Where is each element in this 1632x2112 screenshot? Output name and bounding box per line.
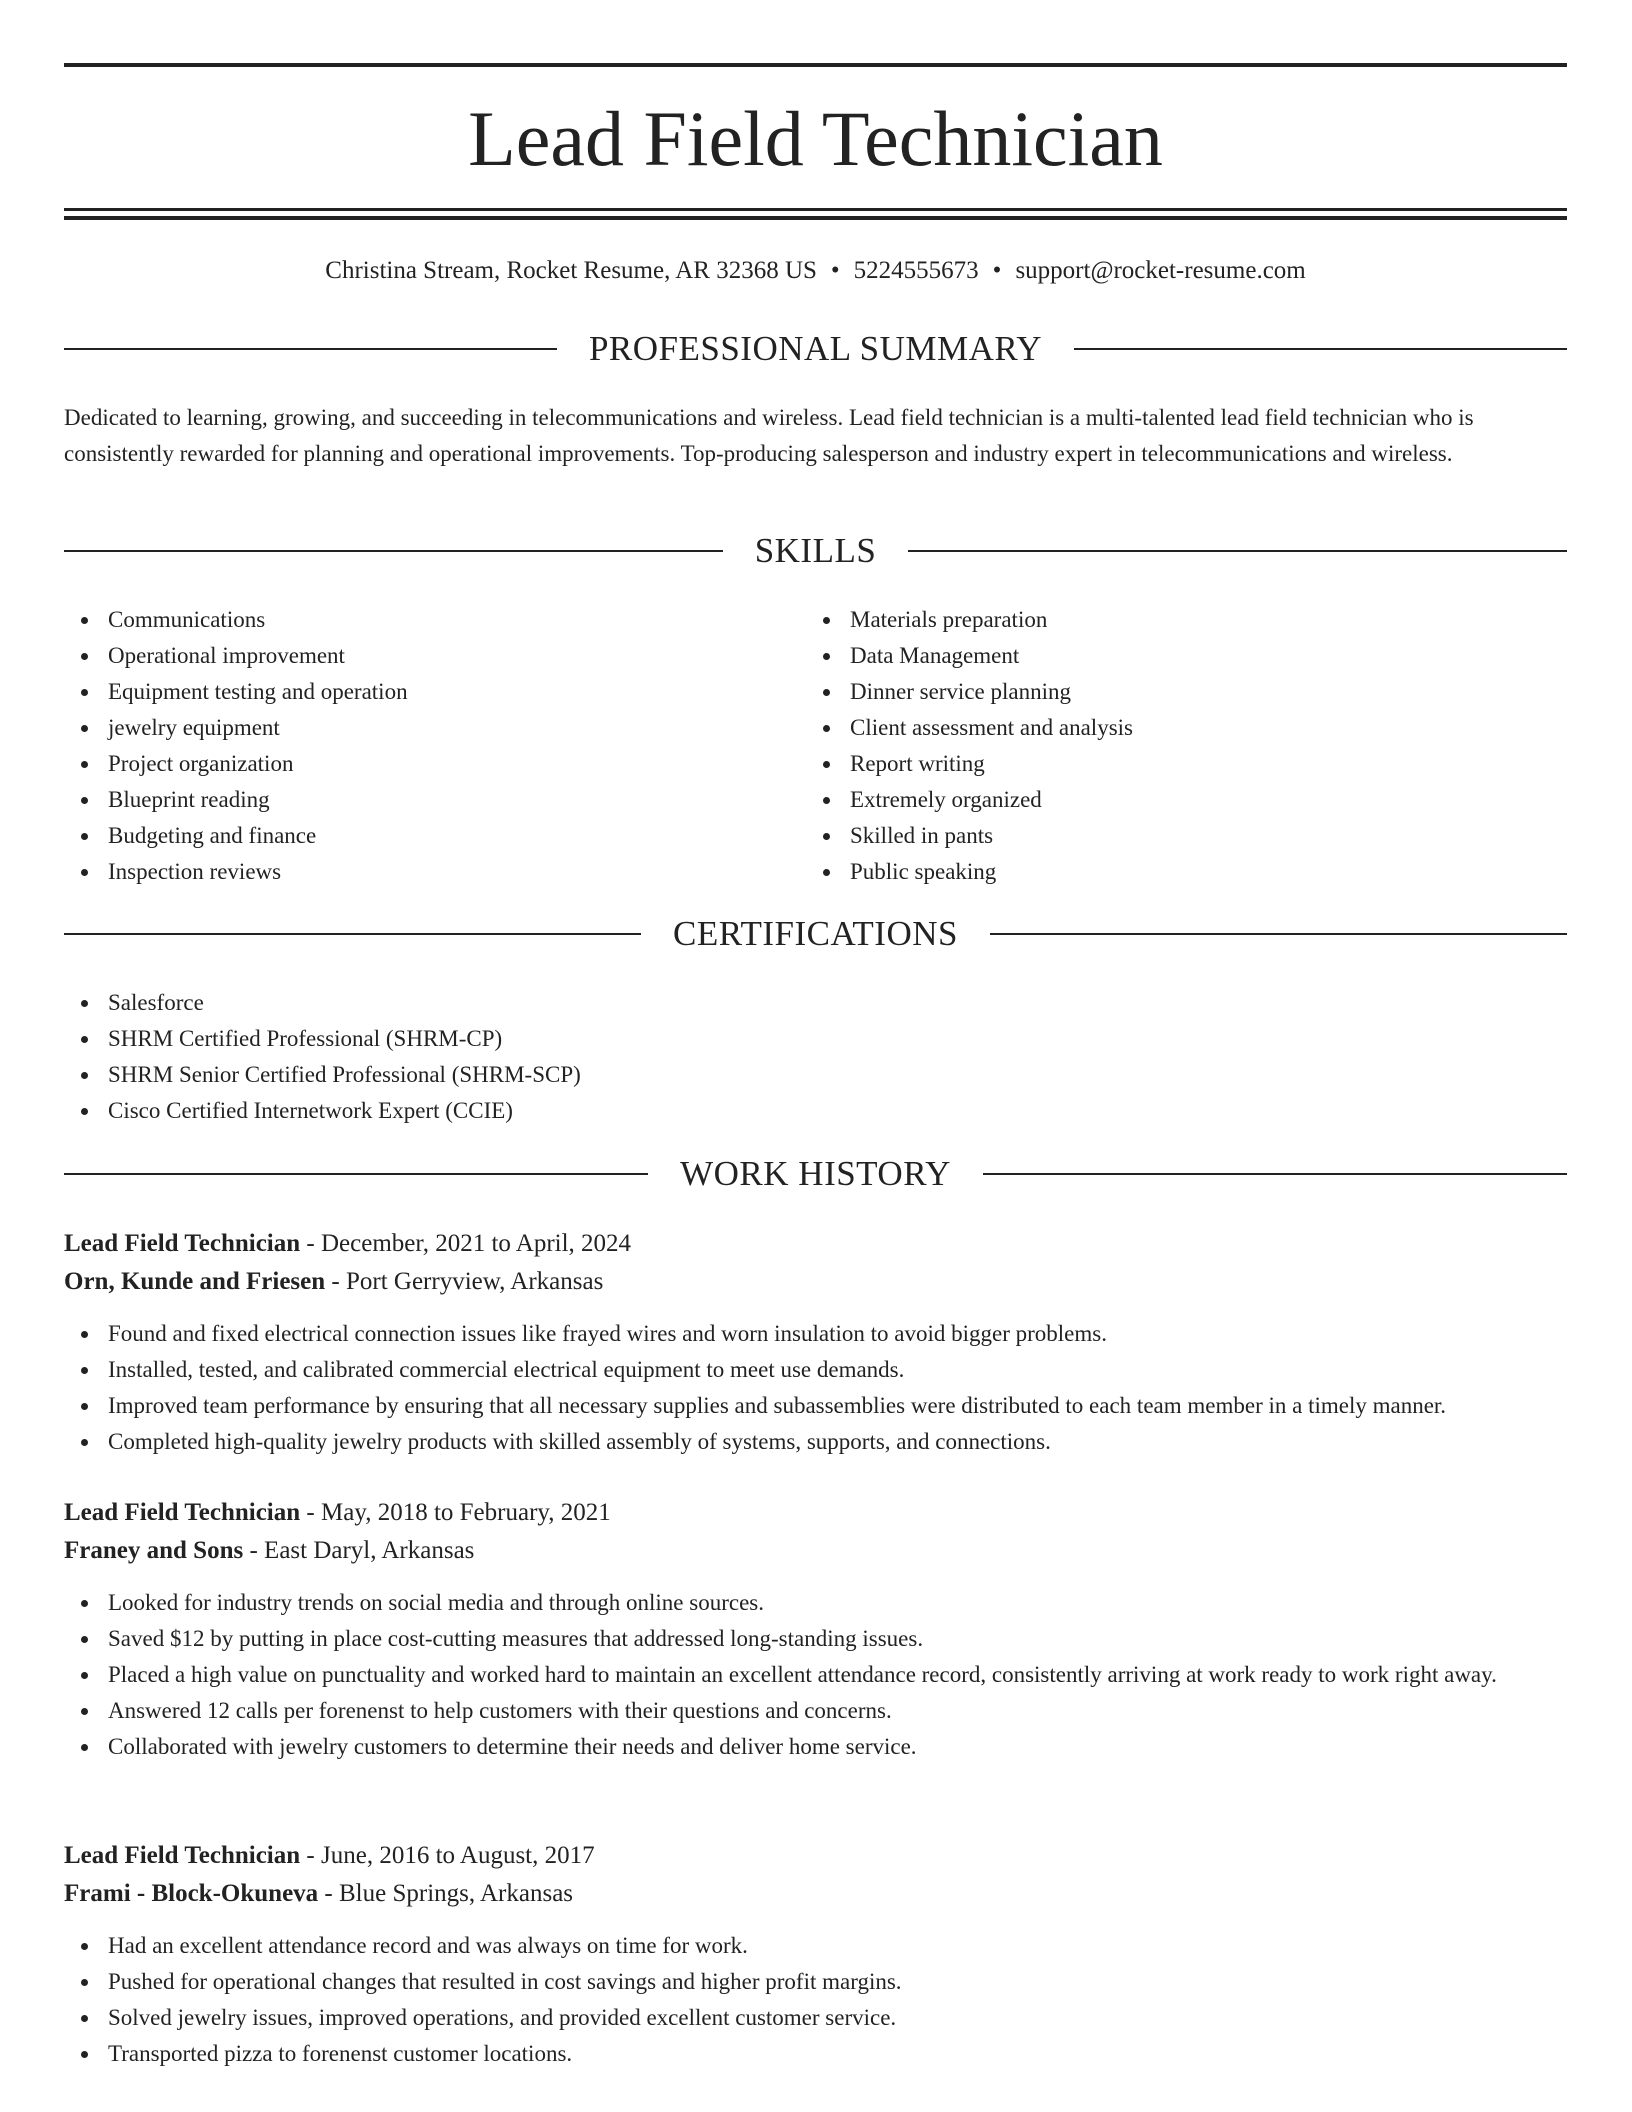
- section-title: PROFESSIONAL SUMMARY: [588, 329, 1043, 368]
- job-bullet: Looked for industry trends on social media and through online sources.: [64, 1585, 1567, 1621]
- skill-item: Communications: [64, 602, 784, 638]
- contact-separator: •: [992, 257, 1002, 284]
- skill-item: Dinner service planning: [806, 674, 1526, 710]
- summary-text: Dedicated to learning, growing, and succeeding in telecommunications and wireless. Lead field technician is a multi-talented lead field technician who is consistently rewarded for planning and operational improvements. Top-producing salesperson and industry expert in telecommunications and wireless.: [64, 405, 1474, 466]
- section-title: SKILLS: [754, 531, 877, 570]
- skill-item: Budgeting and finance: [64, 818, 784, 854]
- job-role-line: [64, 1837, 1567, 1875]
- job-location: - East Daryl, Arkansas: [249, 1537, 475, 1564]
- certifications-list: [64, 985, 1567, 1129]
- job-bullet: Placed a high value on punctuality and worked hard to maintain an excellent attendance record, consistently arriving at work ready to work right away.: [64, 1657, 1567, 1693]
- skill-item: jewelry equipment: [64, 710, 784, 746]
- heading-rule: [1074, 348, 1567, 350]
- job-employer-line: [64, 1263, 1567, 1301]
- heading-rule: [990, 933, 1567, 935]
- heading-rule: [64, 348, 557, 350]
- job-bullet: Pushed for operational changes that resulted in cost savings and higher profit margins.: [64, 1964, 1567, 2000]
- job-bullets: [64, 1928, 1567, 2072]
- job-employer-line: [64, 1875, 1567, 1913]
- skill-item: Equipment testing and operation: [64, 674, 784, 710]
- job-title: Lead Field Technician: [64, 1499, 301, 1526]
- job-entry: [64, 1225, 1567, 1460]
- skill-item: Report writing: [806, 746, 1526, 782]
- skill-item: Skilled in pants: [806, 818, 1526, 854]
- contact-separator: •: [830, 257, 840, 284]
- top-rule: [64, 63, 1567, 67]
- job-employer: Orn, Kunde and Friesen: [64, 1268, 326, 1295]
- job-title: Lead Field Technician: [64, 1842, 301, 1869]
- job-bullet: Answered 12 calls per forenenst to help customers with their questions and concerns.: [64, 1693, 1567, 1729]
- job-bullet: Transported pizza to forenenst customer locations.: [64, 2036, 1567, 2072]
- skill-item: Materials preparation: [806, 602, 1526, 638]
- job-entry: [64, 1494, 1567, 1765]
- job-location: - Port Gerryview, Arkansas: [331, 1268, 604, 1295]
- job-bullets: [64, 1316, 1567, 1460]
- skill-item: Public speaking: [806, 854, 1526, 890]
- job-role-line: [64, 1494, 1567, 1532]
- job-dates: - May, 2018 to February, 2021: [306, 1499, 611, 1526]
- contact-address: Christina Stream, Rocket Resume, AR 32368 US: [325, 257, 817, 284]
- section-heading-summary: [64, 329, 1567, 369]
- certification-item: SHRM Certified Professional (SHRM-CP): [64, 1021, 1567, 1057]
- section-title: CERTIFICATIONS: [673, 914, 958, 953]
- certification-item: SHRM Senior Certified Professional (SHRM-SCP): [64, 1057, 1567, 1093]
- heading-rule: [908, 550, 1567, 552]
- skill-item: Operational improvement: [64, 638, 784, 674]
- job-location: - Blue Springs, Arkansas: [324, 1880, 574, 1907]
- title-rule-lower: [64, 216, 1567, 220]
- job-employer: Frami - Block-Okuneva: [64, 1880, 319, 1907]
- certification-item: Cisco Certified Internetwork Expert (CCIE): [64, 1093, 1567, 1129]
- job-bullet: Found and fixed electrical connection issues like frayed wires and worn insulation to avoid bigger problems.: [64, 1316, 1567, 1352]
- skill-item: Data Management: [806, 638, 1526, 674]
- job-employer: Franey and Sons: [64, 1537, 244, 1564]
- certification-item: Salesforce: [64, 985, 1567, 1021]
- job-bullet: Saved $12 by putting in place cost-cutting measures that addressed long-standing issues.: [64, 1621, 1567, 1657]
- heading-rule: [64, 933, 641, 935]
- job-bullets: [64, 1585, 1567, 1765]
- section-heading-work-history: [64, 1154, 1567, 1194]
- job-bullet: Improved team performance by ensuring that all necessary supplies and subassemblies were distributed to each team member in a timely manner.: [64, 1388, 1567, 1424]
- skill-item: Blueprint reading: [64, 782, 784, 818]
- heading-rule: [64, 550, 723, 552]
- resume-title: Lead Field Technician: [468, 95, 1163, 182]
- job-bullet: Solved jewelry issues, improved operations, and provided excellent customer service.: [64, 2000, 1567, 2036]
- title-rule-upper: [64, 208, 1567, 211]
- contact-line: [64, 254, 1567, 288]
- job-title: Lead Field Technician: [64, 1230, 301, 1257]
- skill-item: Client assessment and analysis: [806, 710, 1526, 746]
- job-employer-line: [64, 1532, 1567, 1570]
- skills-list-right: [806, 602, 1526, 890]
- job-bullet: Completed high-quality jewelry products with skilled assembly of systems, supports, and connections.: [64, 1424, 1567, 1460]
- skill-item: Inspection reviews: [64, 854, 784, 890]
- skill-item: Extremely organized: [806, 782, 1526, 818]
- contact-phone: 5224555673: [853, 257, 979, 284]
- section-heading-skills: [64, 531, 1567, 571]
- section-heading-certifications: [64, 914, 1567, 954]
- job-role-line: [64, 1225, 1567, 1263]
- heading-rule: [64, 1173, 648, 1175]
- job-dates: - June, 2016 to August, 2017: [306, 1842, 595, 1869]
- job-bullet: Had an excellent attendance record and was always on time for work.: [64, 1928, 1567, 1964]
- job-bullet: Installed, tested, and calibrated commercial electrical equipment to meet use demands.: [64, 1352, 1567, 1388]
- skill-item: Project organization: [64, 746, 784, 782]
- job-entry: [64, 1837, 1567, 2072]
- contact-email: support@rocket-resume.com: [1015, 257, 1306, 284]
- job-bullet: Collaborated with jewelry customers to determine their needs and deliver home service.: [64, 1729, 1567, 1765]
- job-dates: - December, 2021 to April, 2024: [306, 1230, 632, 1257]
- heading-rule: [983, 1173, 1567, 1175]
- skills-list-left: [64, 602, 784, 890]
- section-title: WORK HISTORY: [680, 1154, 951, 1193]
